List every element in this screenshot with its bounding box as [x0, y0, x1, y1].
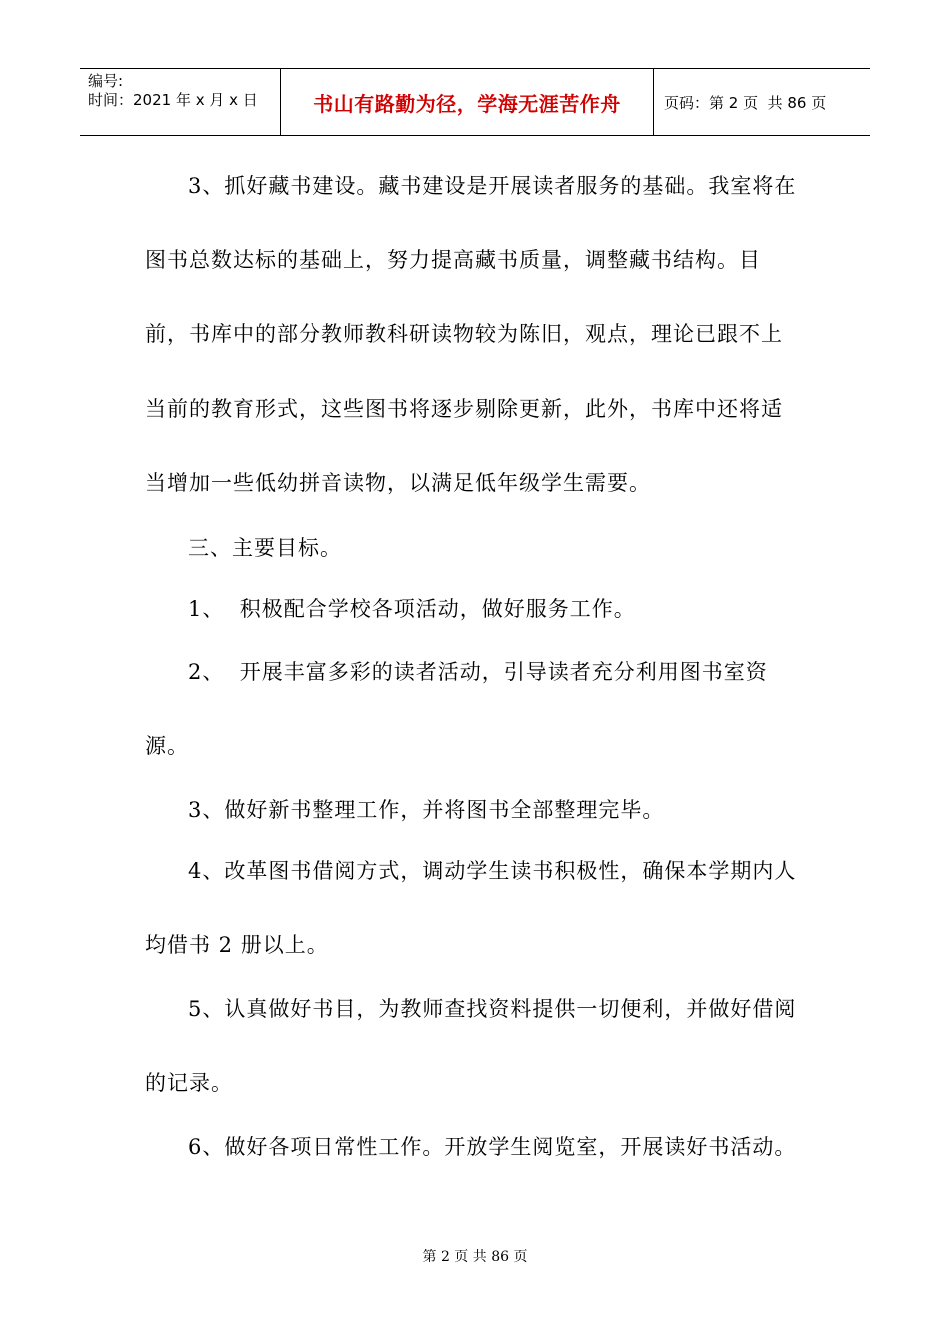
paragraph-line: 前，书库中的部分教师教科研读物较为陈旧，观点，理论已跟不上 — [145, 322, 783, 346]
paragraph-line: 当增加一些低幼拼音读物，以满足低年级学生需要。 — [145, 471, 651, 495]
paragraph-line: 当前的教育形式，这些图书将逐步剔除更新，此外，书库中还将适 — [145, 397, 783, 421]
list-item: 6、做好各项日常性工作。开放学生阅览室，开展读好书活动。 — [188, 1135, 797, 1159]
section-heading: 三、主要目标。 — [188, 536, 342, 560]
list-item: 1、 积极配合学校各项活动，做好服务工作。 — [188, 597, 636, 621]
page-header — [80, 68, 870, 136]
paragraph-line: 图书总数达标的基础上，努力提高藏书质量，调整藏书结构。目 — [145, 248, 761, 272]
paragraph-line: 的记录。 — [145, 1071, 233, 1095]
list-item: 4、改革图书借阅方式，调动学生读书积极性，确保本学期内人 — [188, 859, 797, 883]
list-item: 5、认真做好书目，为教师查找资料提供一切便利，并做好借阅 — [188, 997, 797, 1021]
document-number-label: 编号: — [88, 72, 124, 90]
page-footer: 第 2 页 共 86 页 — [422, 1249, 528, 1265]
header-meta-cell — [80, 69, 281, 135]
paragraph-line: 源。 — [145, 734, 189, 758]
header-page-info: 页码：第 2 页 共 86 页 — [664, 93, 827, 112]
list-item: 3、做好新书整理工作，并将图书全部整理完毕。 — [188, 798, 665, 822]
list-item: 2、 开展丰富多彩的读者活动，引导读者充分利用图书室资 — [188, 660, 768, 684]
paragraph-line: 3、抓好藏书建设。藏书建设是开展读者服务的基础。我室将在 — [188, 174, 797, 198]
paragraph-line: 均借书 2 册以上。 — [145, 933, 329, 957]
document-date-label: 时间：2021 年 x 月 x 日 — [88, 91, 258, 109]
header-motto: 书山有路勤为径，学海无涯苦作舟 — [281, 69, 654, 135]
